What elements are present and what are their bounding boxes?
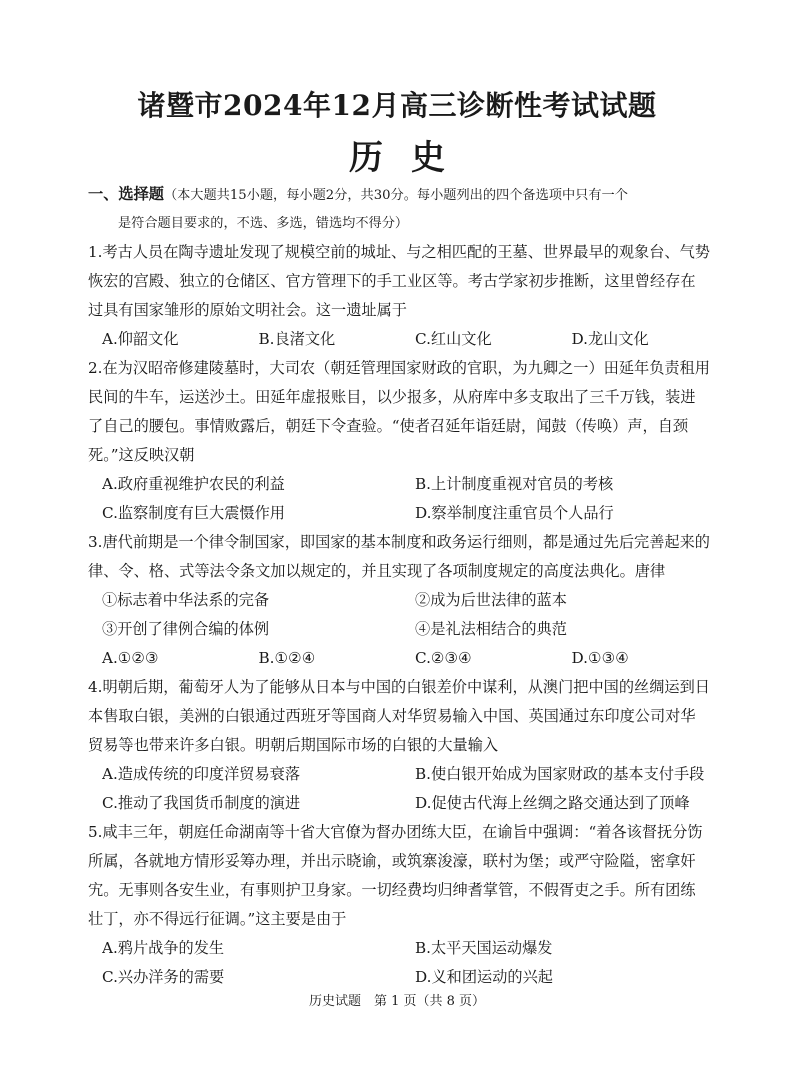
option-b: B.①②④: [258, 649, 316, 667]
subject-title: 历史: [349, 138, 473, 178]
page-footer: 历史试题 第 1 页（共 8 页）: [308, 994, 486, 1009]
option-a: A.仰韶文化: [102, 330, 179, 348]
question-2: [88, 354, 728, 528]
question-line: 死。”这反映汉朝: [88, 446, 195, 464]
option-d: D.龙山文化: [571, 330, 649, 348]
option-b: B.太平天国运动爆发: [415, 939, 553, 957]
option-c: C.红山文化: [415, 330, 492, 348]
item-2: ②成为后世法律的蓝本: [415, 591, 567, 609]
question-3: [88, 528, 728, 673]
question-line: 壮丁，亦不得远行征调。”这主要是由于: [88, 910, 347, 928]
question-line: 民间的牛车，运送沙土。田延年虚报账目，以少报多，从府库中多支取出了三千万钱，装进: [88, 388, 696, 406]
options-row: [88, 470, 728, 499]
page-title: 诸暨市2024年12月高三诊断性考试试题: [137, 89, 657, 122]
section-note-line2: 是符合题目要求的，不选、多选，错选均不得分）: [118, 216, 409, 231]
option-a: A.鸦片战争的发生: [102, 939, 225, 957]
exam-content: [88, 180, 728, 992]
items-row: [88, 615, 728, 644]
option-b: B.良渚文化: [258, 330, 336, 348]
option-c: C.②③④: [415, 649, 472, 667]
section-header: [88, 180, 728, 238]
question-line: 2.在为汉昭帝修建陵墓时，大司农（朝廷管理国家财政的官职，为九卿之一）田延年负责租用: [88, 359, 710, 377]
option-d: D.促使古代海上丝绸之路交通达到了顶峰: [415, 794, 690, 812]
option-a: A.政府重视维护农民的利益: [102, 475, 285, 493]
question-line: 过具有国家雏形的原始文明社会。这一遗址属于: [88, 301, 407, 319]
options-row: [88, 644, 728, 673]
question-line: 1.考古人员在陶寺遗址发现了规模空前的城址、与之相匹配的王墓、世界最早的观象台、气势: [88, 243, 710, 261]
item-4: ④是礼法相结合的典范: [415, 620, 567, 638]
options-row: [88, 760, 728, 789]
question-line: 本售取白银，美洲的白银通过西班牙等国商人对华贸易输入中国、英国通过东印度公司对华: [88, 707, 696, 725]
options-row: [88, 325, 728, 354]
section-note-line1: （本大题共15小题，每小题2分，共30分。每小题列出的四个备选项中只有一个: [163, 188, 628, 203]
question-line: 恢宏的宫殿、独立的仓储区、官方管理下的手工业区等。考古学家初步推断，这里曾经存在: [88, 272, 696, 290]
question-line: 所属，各就地方情形妥筹办理，并出示晓谕，或筑寨浚濠，联村为堡；或严守险隘，密拿奸: [88, 852, 696, 870]
option-b: B.使白银开始成为国家财政的基本支付手段: [415, 765, 705, 783]
option-a: A.造成传统的印度洋贸易衰落: [102, 765, 301, 783]
question-line: 5.咸丰三年，朝庭任命湖南等十省大官僚为督办团练大臣，在谕旨中强调：“着各该督抚分饬: [88, 823, 703, 841]
question-line: 律、令、格、式等法令条文加以规定的，并且实现了各项制度规定的高度法典化。唐律: [88, 562, 666, 580]
option-c: C.推动了我国货币制度的演进: [102, 794, 301, 812]
question-line: 3.唐代前期是一个律令制国家，即国家的基本制度和政务运行细则，都是通过先后完善起来的: [88, 533, 710, 551]
options-row: [88, 789, 728, 818]
question-1: [88, 238, 728, 354]
option-c: C.兴办洋务的需要: [102, 968, 225, 986]
question-5: [88, 818, 728, 992]
section-head: 一、选择题: [88, 185, 164, 203]
question-line: 4.明朝后期，葡萄牙人为了能够从日本与中国的白银差价中谋利，从澳门把中国的丝绸运到日: [88, 678, 710, 696]
option-d: D.①③④: [571, 649, 629, 667]
option-b: B.上计制度重视对官员的考核: [415, 475, 614, 493]
item-3: ③开创了律例合编的体例: [102, 620, 270, 638]
option-a: A.①②③: [102, 649, 159, 667]
item-1: ①标志着中华法系的完备: [102, 591, 270, 609]
options-row: [88, 934, 728, 963]
options-row: [88, 499, 728, 528]
option-d: D.察举制度注重官员个人品行: [415, 504, 614, 522]
question-line: 贸易等也带来许多白银。明朝后期国际市场的白银的大量输入: [88, 736, 499, 754]
option-d: D.义和团运动的兴起: [415, 968, 553, 986]
options-row: [88, 963, 728, 992]
option-c: C.监察制度有巨大震慑作用: [102, 504, 285, 522]
question-line: 了自己的腰包。事情败露后，朝廷下令查验。“使者召延年诣廷尉，闻鼓（传唤）声，自颈: [88, 417, 689, 435]
question-line: 宄。无事则各安生业，有事则护卫身家。一切经费均归绅耆掌管，不假胥吏之手。所有团练: [88, 881, 696, 899]
question-4: [88, 673, 728, 818]
items-row: [88, 586, 728, 615]
